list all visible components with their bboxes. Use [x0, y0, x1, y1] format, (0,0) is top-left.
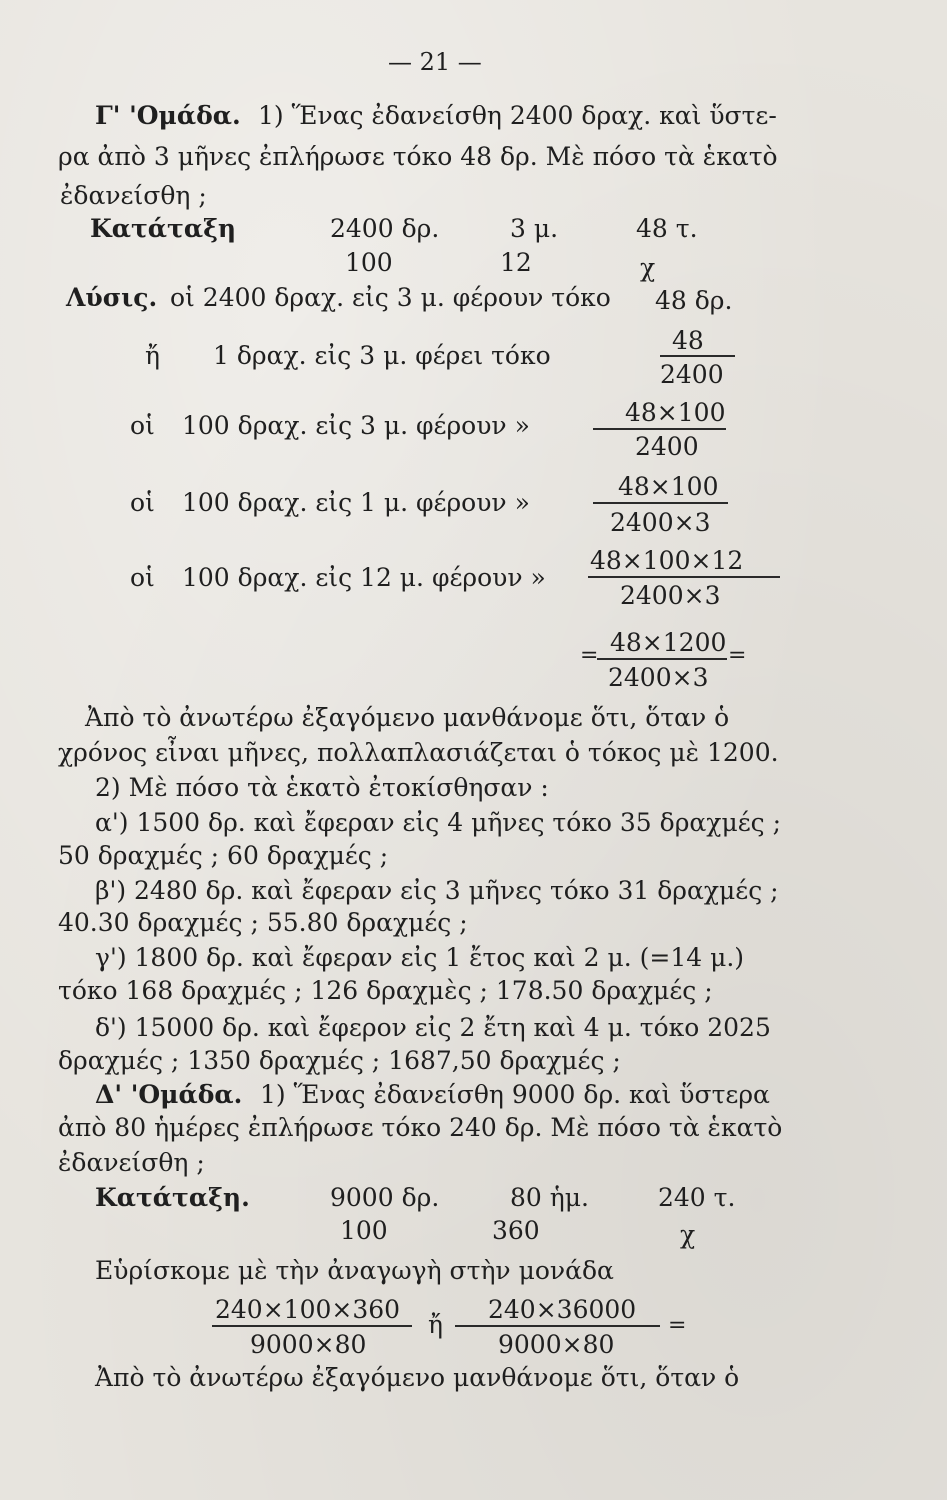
arrangement-cell: 100 [340, 1216, 388, 1245]
arrangement-cell: 360 [492, 1216, 540, 1245]
equals-sign: = [668, 1313, 687, 1338]
exercise-c-line-2: τόκο 168 δραχμές ; 126 δραχμὲς ; 178.50 δραχμές ; [58, 976, 713, 1005]
solution-text: οἱ 2400 δραχ. εἰς 3 μ. φέρουν τόκο [170, 283, 611, 312]
arrangement-label: Κατάταξη. [95, 1183, 250, 1212]
exercise-c-line-1: γ') 1800 δρ. καὶ ἔφεραν εἰς 1 ἔτος καὶ 2 μ. (=14 μ.) [95, 943, 745, 972]
fraction-numerator: 48×100 [625, 398, 726, 427]
fraction-denominator: 2400×3 [610, 508, 711, 537]
exercise-b-line-1: β') 2480 δρ. καὶ ἔφεραν εἰς 3 μῆνες τόκο 31 δραχμές ; [95, 876, 779, 905]
arrangement-cell: 80 ἡμ. [510, 1183, 589, 1212]
conclusion-line-2: χρόνος εἶναι μῆνες, πολλαπλασιάζεται ὁ τόκος μὲ 1200. [58, 738, 779, 767]
arrangement-label: Κατάταξη [90, 214, 237, 243]
solution-label: Λύσις. [66, 283, 158, 312]
step-text: 100 δραχ. εἰς 3 μ. φέρουν » [182, 411, 530, 440]
group-c-problem-line-2: ρα ἀπὸ 3 μῆνες ἐπλήρωσε τόκο 48 δρ. Μὲ πόσο τὰ ἑκατὸ [58, 142, 778, 171]
group-d-problem-line-3: ἐδανείσθη ; [58, 1148, 205, 1177]
fraction-numerator: 48×1200 [610, 628, 727, 657]
group-c-problem-line-1: 1) Ἕνας ἐδανείσθη 2400 δραχ. καὶ ὕστε- [258, 101, 777, 130]
fraction-numerator: 48×100 [618, 472, 719, 501]
fraction-bar [212, 1325, 412, 1327]
fraction-bar [593, 502, 728, 504]
step-prefix: ἤ [145, 341, 160, 370]
step-prefix: οἱ [130, 411, 155, 440]
fraction-numerator: 48 [672, 326, 704, 355]
exercise-b-line-2: 40.30 δραχμές ; 55.80 δραχμές ; [58, 908, 468, 937]
step-prefix: οἱ [130, 488, 155, 517]
fraction-bar [660, 355, 735, 357]
page-number: — 21 — [388, 48, 482, 76]
fraction-numerator: 240×36000 [488, 1295, 637, 1324]
question-2: 2) Μὲ πόσο τὰ ἑκατὸ ἐτοκίσθησαν : [95, 773, 549, 802]
arrangement-cell: 48 τ. [636, 214, 698, 243]
unit-method-line: Εὑρίσκομε μὲ τὴν ἀναγωγὴ στὴν μονάδα [95, 1256, 614, 1285]
equals-sign: = [728, 643, 747, 668]
fraction-bar [597, 658, 727, 660]
fraction-denominator: 2400 [635, 432, 699, 461]
group-c-heading: Γ' 'Ομάδα. [95, 101, 241, 130]
fraction-denominator: 9000×80 [250, 1330, 367, 1359]
last-line: Ἀπὸ τὸ ἀνωτέρω ἐξαγόμενο μανθάνομε ὅτι, ὅταν ὁ [95, 1363, 740, 1392]
fraction-bar [588, 576, 780, 578]
step-prefix: οἱ [130, 563, 155, 592]
fraction-bar [593, 428, 726, 430]
step-text: 100 δραχ. εἰς 1 μ. φέρουν » [182, 488, 530, 517]
fraction-denominator: 2400×3 [608, 663, 709, 692]
exercise-d-line-2: δραχμές ; 1350 δραχμές ; 1687,50 δραχμές ; [58, 1046, 621, 1075]
equals-sign: = [580, 643, 599, 668]
step-text: 100 δραχ. εἰς 12 μ. φέρουν » [182, 563, 546, 592]
exercise-a-line-1: α') 1500 δρ. καὶ ἔφεραν εἰς 4 μῆνες τόκο 35 δραχμές ; [95, 808, 782, 837]
fraction-numerator: 240×100×360 [215, 1295, 401, 1324]
arrangement-cell: 12 [500, 248, 532, 277]
group-c-problem-line-3: ἐδανείσθη ; [60, 181, 207, 210]
arrangement-cell: 9000 δρ. [330, 1183, 440, 1212]
or-word: ἤ [428, 1310, 443, 1339]
group-d-problem-line-1: 1) Ἕνας ἐδανείσθη 9000 δρ. καὶ ὕστερα [260, 1080, 770, 1109]
arrangement-cell: 100 [345, 248, 393, 277]
group-d-problem-line-2: ἀπὸ 80 ἡμέρες ἐπλήρωσε τόκο 240 δρ. Μὲ πόσο τὰ ἑκατὸ [58, 1113, 783, 1142]
fraction-numerator: 48×100×12 [590, 546, 744, 575]
fraction-denominator: 2400 [660, 360, 724, 389]
group-d-heading: Δ' 'Ομάδα. [95, 1080, 243, 1109]
fraction-denominator: 9000×80 [498, 1330, 615, 1359]
arrangement-cell: χ [640, 253, 656, 282]
arrangement-cell: 240 τ. [658, 1183, 736, 1212]
fraction-denominator: 2400×3 [620, 581, 721, 610]
conclusion-line-1: Ἀπὸ τὸ ἀνωτέρω ἐξαγόμενο μανθάνομε ὅτι, ὅταν ὁ [85, 703, 730, 732]
arrangement-cell: χ [680, 1220, 696, 1249]
step-text: 1 δραχ. εἰς 3 μ. φέρει τόκο [213, 341, 551, 370]
arrangement-cell: 2400 δρ. [330, 214, 440, 243]
arrangement-cell: 3 μ. [510, 214, 559, 243]
exercise-d-line-1: δ') 15000 δρ. καὶ ἔφερον εἰς 2 ἔτη καὶ 4 μ. τόκο 2025 [95, 1013, 771, 1042]
solution-value: 48 δρ. [655, 286, 733, 315]
exercise-a-line-2: 50 δραχμές ; 60 δραχμές ; [58, 841, 389, 870]
fraction-bar [455, 1325, 660, 1327]
